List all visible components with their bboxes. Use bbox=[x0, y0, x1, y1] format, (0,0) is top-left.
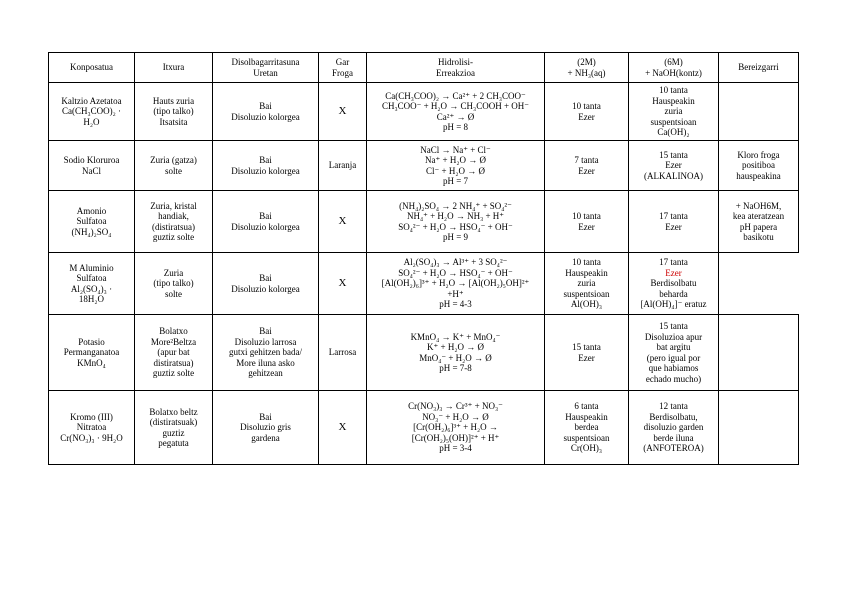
naoh-test-cell bbox=[629, 253, 719, 315]
appearance-line: More²Beltza bbox=[150, 336, 197, 347]
nh3-test-line: Cr(OH)₃ bbox=[570, 443, 603, 454]
hydrolysis-line: Ca(CH₃COO)₂ → Ca²⁺ + 2 CH₃COO⁻ bbox=[385, 90, 526, 101]
nh3-test-line: 10 tanta bbox=[572, 257, 601, 268]
appearance-line: (tipo talko) bbox=[153, 106, 194, 117]
solubility-line: Disoluzio gris bbox=[240, 422, 291, 433]
naoh-test-line: Ca(OH)₂ bbox=[657, 127, 690, 138]
naoh-test-cell bbox=[629, 391, 719, 465]
header-line: Disolbagarritasuna bbox=[231, 57, 300, 67]
hydrolysis-line: [Cr(OH₂)₅(OH)]²⁺ + H⁺ bbox=[411, 432, 500, 443]
compound-line: Nitratoa bbox=[76, 422, 107, 433]
appearance-line: Zuria, kristal bbox=[150, 200, 197, 211]
distinctive-cell bbox=[719, 391, 799, 465]
appearance-line: distiratsua) bbox=[153, 357, 194, 368]
nh3-test-cell bbox=[545, 253, 629, 315]
solubility-line: Bai bbox=[259, 155, 272, 165]
flame-test-cell bbox=[319, 391, 367, 465]
distinctive-cell bbox=[719, 141, 799, 191]
table-row bbox=[49, 141, 799, 191]
compound-line: Sulfatoa bbox=[76, 216, 107, 227]
solubility-line: More iluna asko bbox=[236, 357, 295, 368]
distinctive-line: hauspeakina bbox=[736, 170, 781, 181]
flame-test-line: X bbox=[338, 105, 347, 118]
nh3-test-line: Hauspeakin bbox=[565, 411, 608, 422]
compound-line: Sulfatoa bbox=[76, 273, 107, 283]
naoh-test-cell bbox=[629, 315, 719, 391]
compound-line: KMnO₄ bbox=[77, 357, 106, 368]
appearance-line: guztiz solte bbox=[152, 368, 195, 379]
hydrolysis-line: Cr(NO₃)₃ → Cr³⁺ + NO₃⁻ bbox=[408, 401, 503, 412]
naoh-test-line: 12 tanta bbox=[659, 401, 688, 412]
solubility-line: Bai bbox=[259, 273, 272, 283]
hydrolysis-cell bbox=[367, 191, 545, 253]
distinctive-line: pH papera bbox=[739, 221, 778, 232]
appearance-line: Bolatxo bbox=[159, 326, 188, 337]
distinctive-line: basikotu bbox=[743, 232, 774, 242]
nh3-test-line: 7 tanta bbox=[574, 155, 599, 165]
naoh-test-line: 15 tanta bbox=[659, 149, 688, 160]
header-line: + NaOH(kontz) bbox=[645, 67, 702, 78]
naoh-test-cell bbox=[629, 141, 719, 191]
header-line: Uretan bbox=[253, 67, 278, 78]
hydrolysis-line: +H⁺ bbox=[447, 288, 464, 299]
hydrolysis-cell bbox=[367, 141, 545, 191]
nh3-test-cell bbox=[545, 83, 629, 141]
naoh-test-line: 15 tanta bbox=[659, 321, 688, 331]
appearance-cell bbox=[135, 191, 213, 253]
naoh-test-line: [Al(OH)₄]⁻ eratuz bbox=[640, 299, 707, 310]
header-line: Froga bbox=[332, 67, 353, 78]
table-row bbox=[49, 83, 799, 141]
naoh-test-line: zuria bbox=[664, 106, 683, 117]
flame-test-line: Laranja bbox=[328, 160, 357, 171]
appearance-cell bbox=[135, 253, 213, 315]
compound-line: Amonio bbox=[76, 205, 107, 216]
solubility-cell bbox=[213, 315, 319, 391]
compound-line: Kromo (III) bbox=[70, 411, 113, 422]
hydrolysis-line: pH = 7-8 bbox=[439, 363, 472, 373]
header-distinctive bbox=[719, 53, 799, 83]
appearance-line: (distiratsua) bbox=[152, 221, 195, 232]
naoh-test-line: Disoluzioa apur bbox=[644, 331, 703, 342]
table-header-row bbox=[49, 53, 799, 83]
header-hydrolysis bbox=[367, 53, 545, 83]
flame-test-cell bbox=[319, 315, 367, 391]
nh3-test-line: berdea bbox=[574, 422, 599, 433]
nh3-test-line: Hauspeakin bbox=[565, 267, 608, 278]
hydrolysis-line: NaCl → Na⁺ + Cl⁻ bbox=[420, 144, 491, 155]
solubility-cell bbox=[213, 83, 319, 141]
table-row bbox=[49, 391, 799, 465]
compound-line: NaCl bbox=[82, 165, 101, 176]
hydrolysis-line: MnO₄⁻ + H₂O → Ø bbox=[419, 352, 492, 363]
compounds-table bbox=[48, 52, 799, 465]
naoh-test-line: berde iluna bbox=[653, 432, 694, 443]
solubility-line: gehitzean bbox=[248, 368, 283, 379]
distinctive-line: kea ateratzean bbox=[732, 211, 785, 221]
header-line: (6M) bbox=[664, 57, 683, 67]
header-line: Bereizgarri bbox=[738, 62, 779, 73]
header-line: Erreakzioa bbox=[436, 67, 475, 78]
hydrolysis-cell bbox=[367, 83, 545, 141]
nh3-test-line: suspentsioan bbox=[563, 288, 610, 299]
header-solubility bbox=[213, 53, 319, 83]
hydrolysis-line: pH = 8 bbox=[442, 122, 469, 132]
hydrolysis-line: pH = 9 bbox=[442, 232, 469, 242]
header-line: Konposatua bbox=[70, 62, 113, 73]
header-nh3-test bbox=[545, 53, 629, 83]
compound-line: H₂O bbox=[83, 116, 100, 127]
solubility-line: Disoluzio kolorgea bbox=[231, 221, 300, 232]
naoh-test-line: 17 tanta bbox=[659, 257, 688, 268]
appearance-line: pegatuta bbox=[158, 438, 189, 448]
distinctive-line: positiboa bbox=[742, 160, 775, 171]
solubility-line: gardena bbox=[251, 432, 280, 443]
appearance-line: guztiz solte bbox=[152, 232, 195, 242]
nh3-test-line: Ezer bbox=[578, 165, 595, 176]
flame-test-cell bbox=[319, 141, 367, 191]
solubility-cell bbox=[213, 253, 319, 315]
solubility-line: Bai bbox=[259, 101, 272, 111]
table-row bbox=[49, 253, 799, 315]
header-line: Itxura bbox=[162, 62, 185, 73]
appearance-cell bbox=[135, 391, 213, 465]
hydrolysis-line: K⁺ + H₂O → Ø bbox=[427, 342, 484, 352]
hydrolysis-cell bbox=[367, 315, 545, 391]
appearance-cell bbox=[135, 315, 213, 391]
compound-cell bbox=[49, 83, 135, 141]
hydrolysis-line: pH = 4-3 bbox=[439, 299, 472, 310]
header-line: Gar bbox=[335, 57, 350, 67]
compound-line: Sodio Kloruroa bbox=[63, 155, 120, 165]
flame-test-cell bbox=[319, 253, 367, 315]
compound-line: Ca(CH₃COO)₂ · bbox=[61, 106, 122, 117]
hydrolysis-line: Na⁺ + H₂O → Ø bbox=[425, 155, 486, 165]
nh3-test-line: 15 tanta bbox=[572, 342, 601, 352]
flame-test-cell bbox=[319, 83, 367, 141]
solubility-line: Disoluzio kolorgea bbox=[231, 283, 300, 294]
naoh-test-line: 17 tanta bbox=[659, 211, 688, 221]
distinctive-cell bbox=[719, 315, 799, 391]
header-line: Hidrolisi- bbox=[438, 57, 473, 67]
hydrolysis-line: pH = 7 bbox=[442, 176, 469, 186]
appearance-line: solte bbox=[165, 288, 182, 299]
nh3-test-line: 10 tanta bbox=[572, 101, 601, 111]
compound-line: M Aluminio bbox=[69, 262, 114, 273]
header-appearance bbox=[135, 53, 213, 83]
distinctive-line: + NaOH6M, bbox=[735, 200, 782, 211]
compound-line: Cr(NO₃)₃ · 9H₂O bbox=[60, 432, 123, 443]
header-flame-test bbox=[319, 53, 367, 83]
naoh-test-line: echado mucho) bbox=[645, 373, 702, 384]
compound-line: 18H₂O bbox=[78, 294, 105, 304]
solubility-line: Disoluzio kolorgea bbox=[231, 165, 300, 176]
appearance-line: handiak, bbox=[158, 211, 189, 221]
naoh-test-line: bat argitu bbox=[656, 342, 691, 352]
solubility-line: Disoluzio larrosa bbox=[234, 336, 297, 347]
hydrolysis-line: NO₃⁻ + H₂O → Ø bbox=[422, 411, 489, 422]
flame-test-line: Larrosa bbox=[328, 347, 357, 358]
naoh-test-line: que habiamos bbox=[648, 363, 699, 373]
compound-line: Potasio bbox=[78, 336, 105, 347]
distinctive-cell bbox=[719, 83, 799, 141]
solubility-line: Bai bbox=[259, 411, 272, 422]
hydrolysis-line: pH = 3-4 bbox=[439, 443, 472, 454]
nh3-test-cell bbox=[545, 141, 629, 191]
naoh-test-line: Ezer bbox=[665, 221, 682, 232]
solubility-cell bbox=[213, 191, 319, 253]
solubility-line: Bai bbox=[259, 326, 272, 337]
naoh-test-line: (ANFOTEROA) bbox=[643, 443, 704, 454]
table-row bbox=[49, 315, 799, 391]
appearance-line: Hauts zuria bbox=[152, 95, 195, 106]
header-line: + NH₃(aq) bbox=[567, 67, 606, 78]
naoh-test-line: Ezer bbox=[665, 267, 682, 278]
flame-test-cell bbox=[319, 191, 367, 253]
compound-cell bbox=[49, 141, 135, 191]
naoh-test-cell bbox=[629, 191, 719, 253]
nh3-test-line: Ezer bbox=[578, 221, 595, 232]
appearance-cell bbox=[135, 83, 213, 141]
solubility-line: Disoluzio kolorgea bbox=[231, 111, 300, 122]
nh3-test-line: suspentsioan bbox=[563, 432, 610, 443]
nh3-test-line: Al(OH)₃ bbox=[570, 299, 603, 310]
appearance-line: Itsatsita bbox=[159, 116, 188, 127]
appearance-line: (tipo talko) bbox=[153, 278, 194, 289]
nh3-test-line: Ezer bbox=[578, 111, 595, 122]
flame-test-line: X bbox=[338, 215, 347, 228]
nh3-test-line: zuria bbox=[577, 278, 596, 289]
compound-line: Al₂(SO₄)₃ · bbox=[70, 283, 113, 294]
nh3-test-cell bbox=[545, 315, 629, 391]
nh3-test-line: 10 tanta bbox=[572, 211, 601, 221]
appearance-line: solte bbox=[165, 165, 182, 176]
solubility-cell bbox=[213, 391, 319, 465]
table-row bbox=[49, 191, 799, 253]
nh3-test-cell bbox=[545, 391, 629, 465]
solubility-cell bbox=[213, 141, 319, 191]
header-compound bbox=[49, 53, 135, 83]
header-naoh-test bbox=[629, 53, 719, 83]
naoh-test-line: beharda bbox=[659, 288, 688, 299]
appearance-line: guztiz bbox=[162, 427, 185, 438]
compound-line: (NH₄)₂SO₄ bbox=[71, 226, 112, 237]
hydrolysis-line: Al₂(SO₄)₃ → Al³⁺ + 3 SO₄²⁻ bbox=[403, 257, 508, 268]
appearance-line: Bolatxo beltz bbox=[149, 406, 198, 417]
naoh-test-cell bbox=[629, 83, 719, 141]
flame-test-line: X bbox=[338, 277, 347, 290]
appearance-line: (apur bat bbox=[157, 347, 190, 358]
solubility-line: gutxi gehitzen bada/ bbox=[229, 347, 302, 358]
hydrolysis-line: (NH₄)₂SO₄ → 2 NH₄⁺ + SO₄²⁻ bbox=[399, 200, 512, 211]
nh3-test-cell bbox=[545, 191, 629, 253]
naoh-test-line: Ezer bbox=[665, 160, 682, 171]
compound-line: Kaltzio Azetatoa bbox=[61, 95, 122, 106]
distinctive-line: Kloro froga bbox=[737, 149, 780, 160]
appearance-cell bbox=[135, 141, 213, 191]
hydrolysis-line: NH₄⁺ + H₂O → NH₃ + H⁺ bbox=[406, 211, 505, 221]
hydrolysis-cell bbox=[367, 253, 545, 315]
compound-cell bbox=[49, 191, 135, 253]
nh3-test-line: 6 tanta bbox=[574, 401, 599, 412]
appearance-line: Zuria bbox=[163, 267, 184, 278]
naoh-test-line: (pero igual por bbox=[646, 352, 701, 363]
compound-cell bbox=[49, 391, 135, 465]
naoh-test-line: Berdisolbatu bbox=[650, 278, 697, 289]
hydrolysis-line: [Cr(OH₂)₆]³⁺ + H₂O → bbox=[413, 422, 498, 433]
appearance-line: Zuria (gatza) bbox=[150, 155, 197, 165]
naoh-test-line: 10 tanta bbox=[659, 85, 688, 96]
compound-cell bbox=[49, 253, 135, 315]
solubility-line: Bai bbox=[259, 211, 272, 221]
naoh-test-line: disoluzio garden bbox=[643, 422, 704, 433]
nh3-test-line: Ezer bbox=[578, 352, 595, 363]
distinctive-cell bbox=[719, 191, 799, 253]
header-line: (2M) bbox=[577, 57, 596, 67]
compound-cell bbox=[49, 315, 135, 391]
hydrolysis-cell bbox=[367, 391, 545, 465]
hydrolysis-line: Ca²⁺ → Ø bbox=[436, 111, 475, 122]
hydrolysis-line: SO₄²⁻ + H₂O → HSO₄⁻ + OH⁻ bbox=[398, 221, 513, 232]
hydrolysis-line: SO₄²⁻ + H₂O → HSO₄⁻ + OH⁻ bbox=[398, 267, 513, 278]
table-body bbox=[49, 83, 799, 465]
hydrolysis-line: KMnO₄ → K⁺ + MnO₄⁻ bbox=[410, 331, 501, 342]
hydrolysis-line: [Al(OH₂)₆]³⁺ + H₂O → [Al(OH₂)₅OH]²⁺ bbox=[381, 278, 530, 289]
hydrolysis-line: CH₃COO⁻ + H₂O → CH₃COOH + OH⁻ bbox=[381, 101, 530, 111]
naoh-test-line: Hauspeakin bbox=[652, 95, 695, 106]
naoh-test-line: Berdisolbatu, bbox=[649, 411, 698, 422]
naoh-test-line: suspentsioan bbox=[650, 116, 697, 127]
flame-test-line: X bbox=[338, 421, 347, 434]
compound-line: Permanganatoa bbox=[63, 347, 120, 358]
naoh-test-line: (ALKALINOA) bbox=[644, 170, 703, 181]
appearance-line: (distiratsuak) bbox=[149, 417, 198, 427]
hydrolysis-line: Cl⁻ + H₂O → Ø bbox=[426, 165, 485, 176]
